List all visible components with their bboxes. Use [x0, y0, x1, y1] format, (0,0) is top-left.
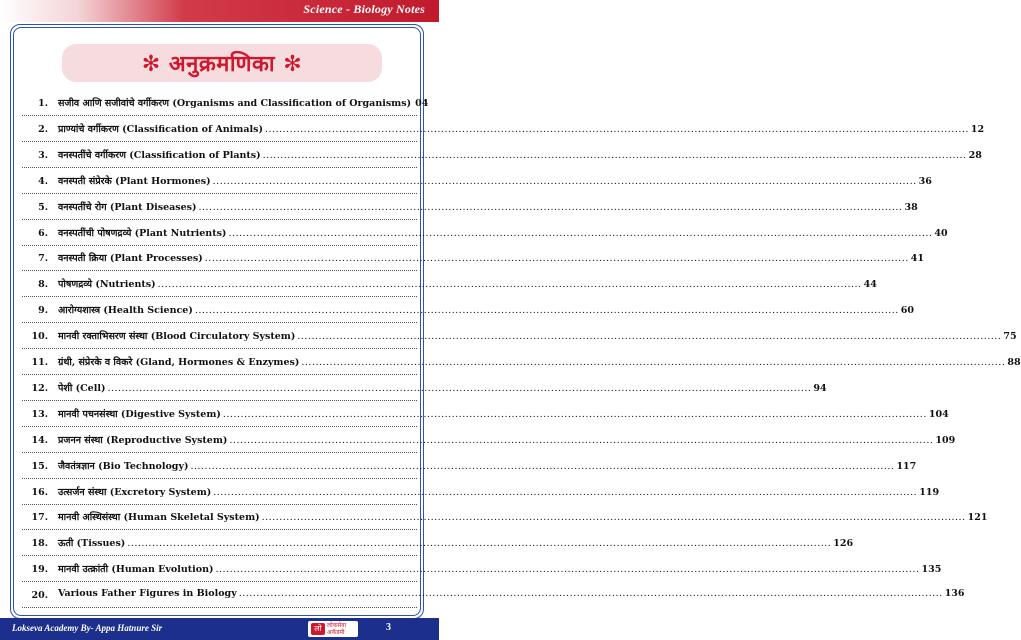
toc-number: 19. [31, 564, 48, 576]
toc-row [0, 403, 949, 427]
toc-leader-dots: ........................................................................................................................................................................................................ [229, 434, 934, 446]
toc-leader-dots: ........................................................................................................................................................................................................ [301, 357, 1006, 368]
toc-number: 8. [38, 279, 48, 291]
toc-row [0, 532, 854, 556]
row-separator [22, 270, 417, 271]
toc-label: आरोग्यशास्त्र (Health Science) [58, 305, 193, 317]
toc-page: 60 [900, 305, 915, 317]
toc-number: 7. [38, 253, 48, 265]
toc-page: 94 [813, 382, 827, 394]
header-title: Science - Biology Notes [303, 2, 425, 16]
toc-row [0, 377, 827, 401]
toc-number: 13. [31, 408, 48, 420]
toc-entry [58, 329, 1017, 343]
toc-entry [58, 174, 932, 187]
toc-leader-dots: ........................................................................................................................................................................................................ [198, 201, 903, 213]
toc-label: मानवी पचनसंस्था (Digestive System) [58, 408, 221, 420]
toc-row [0, 351, 1021, 375]
toc-number: 1. [38, 98, 48, 109]
row-separator [22, 555, 417, 556]
row-separator [22, 374, 417, 375]
row-separator [22, 426, 417, 427]
toc-page: 126 [833, 538, 854, 550]
row-separator [22, 296, 417, 297]
toc-label: ऊती (Tissues) [58, 538, 126, 550]
row-separator [22, 529, 417, 530]
toc-row [0, 506, 988, 530]
row-separator [22, 607, 417, 608]
toc-number: 5. [38, 201, 48, 213]
toc-entry [58, 303, 915, 317]
toc-row [0, 558, 942, 582]
toc-label: मानवी रक्ताभिसरण संस्था (Blood Circulatory System) [58, 331, 296, 343]
row-separator [22, 167, 417, 168]
toc-entry [58, 433, 956, 446]
toc-number: 11. [31, 357, 48, 368]
title-box [62, 44, 382, 82]
row-separator [22, 400, 417, 401]
toc-leader-dots: ........................................................................................................................................................................................................ [264, 123, 969, 135]
toc-row [0, 325, 1017, 349]
toc-entry [58, 459, 917, 472]
toc-page: 12 [970, 123, 985, 135]
row-separator [22, 348, 417, 349]
toc-label: मानवी उत्क्रांती (Human Evolution) [58, 564, 214, 576]
page-title: ✻ अनुक्रमणिका ✻ [141, 52, 303, 77]
toc-leader-dots: ........................................................................................................................................................................................................ [127, 538, 832, 550]
toc-entry [58, 485, 940, 498]
header-bar [0, 0, 439, 22]
row-separator [22, 141, 417, 142]
academy-logo [308, 621, 358, 637]
toc-row [0, 118, 985, 142]
toc-label: उत्सर्जन संस्था (Excretory System) [58, 486, 212, 498]
toc-label: जैवतंत्रज्ञान (Bio Technology) [58, 460, 189, 472]
toc-number: 16. [31, 486, 48, 498]
toc-label: Various Father Figures in Biology [58, 588, 237, 600]
toc-row [0, 92, 439, 116]
toc-page: 40 [934, 227, 948, 239]
row-separator [22, 581, 417, 582]
toc-page: 04 [415, 98, 429, 109]
toc-label: वनस्पती संप्रेरके (Plant Hormones) [58, 175, 211, 187]
toc-leader-dots: ........................................................................................................................................................................................................ [262, 149, 967, 161]
toc-page: 136 [944, 588, 965, 600]
toc-leader-dots: ........................................................................................................................................................................................................ [107, 382, 812, 394]
toc-entry [58, 355, 1021, 368]
toc-number: 6. [38, 227, 48, 239]
toc-page: 117 [896, 460, 917, 472]
toc-number: 18. [31, 538, 48, 550]
toc-leader-dots: ........................................................................................................................................................................................................ [215, 564, 920, 576]
toc-label: मानवी अस्थिसंस्था (Human Skeletal System) [58, 512, 260, 524]
toc-label: पेशी (Cell) [58, 382, 106, 394]
toc-number: 3. [38, 149, 48, 161]
toc-page: 75 [1003, 331, 1017, 343]
toc-leader-dots: ........................................................................................................................................................................................................ [228, 227, 933, 239]
toc-page: 135 [921, 564, 942, 576]
toc-entry [58, 96, 429, 109]
toc-number: 4. [38, 175, 48, 187]
toc-number: 12. [31, 382, 48, 394]
toc-number: 17. [31, 512, 48, 524]
toc-label: ग्रंथी, संप्रेरके व विकरे (Gland, Hormones & Enzymes) [58, 357, 300, 368]
toc-label: वनस्पती क्रिया (Plant Processes) [58, 253, 203, 265]
row-separator [22, 322, 417, 323]
toc-label: वनस्पतींचे वर्गीकरण (Classification of Plants) [58, 149, 261, 161]
toc-page: 36 [918, 175, 932, 187]
toc-leader-dots: ........................................................................................................................................................................................................ [157, 279, 862, 291]
toc-label: प्राण्यांचे वर्गीकरण (Classification of Animals) [58, 123, 263, 135]
toc-row [0, 196, 918, 220]
toc-entry [58, 536, 854, 550]
toc-leader-dots: ........................................................................................................................................................................................................ [190, 460, 895, 472]
toc-page: 88 [1007, 357, 1021, 368]
toc-entry [58, 200, 918, 213]
toc-leader-dots: ........................................................................................................................................................................................................ [297, 331, 1002, 343]
row-separator [22, 504, 417, 505]
toc-label: सजीव आणि सजीवांचे वर्गीकरण (Organisms and Classification of Organisms) [58, 98, 412, 109]
toc-leader-dots: ........................................................................................................................................................................................................ [212, 175, 917, 187]
toc-label: वनस्पतींचे रोग (Plant Diseases) [58, 201, 197, 213]
row-separator [22, 245, 417, 246]
toc-number: 2. [38, 123, 48, 135]
toc-row [0, 247, 924, 271]
row-separator [22, 115, 417, 116]
toc-leader-dots: ........................................................................................................................................................................................................ [261, 512, 966, 524]
toc-page: 38 [904, 201, 918, 213]
toc-number: 10. [31, 331, 48, 343]
toc-entry [58, 510, 988, 524]
page-number: 3 [386, 622, 391, 633]
toc-leader-dots: ........................................................................................................................................................................................................ [238, 588, 943, 600]
footer-bar [0, 618, 439, 640]
toc-entry [58, 588, 965, 600]
toc-entry [58, 226, 948, 239]
toc-label: पोषणद्रव्ये (Nutrients) [58, 279, 156, 291]
toc-row [0, 429, 956, 453]
toc-entry [58, 122, 985, 135]
toc-leader-dots: ........................................................................................................................................................................................................ [222, 408, 927, 420]
logo-mark-icon: लो [311, 623, 325, 635]
toc-leader-dots: ........................................................................................................................................................................................................ [204, 253, 909, 265]
toc-entry [58, 277, 877, 291]
toc-page: 109 [935, 434, 956, 446]
toc-row [0, 299, 915, 323]
footer-text: Lokseva Academy By- Appa Hatnure Sir [12, 623, 163, 633]
toc-row [0, 481, 940, 505]
row-separator [22, 452, 417, 453]
toc-entry [58, 562, 942, 576]
toc-row [0, 584, 965, 608]
row-separator [22, 219, 417, 220]
toc-page: 104 [928, 408, 949, 420]
toc-entry [58, 381, 827, 394]
row-separator [22, 478, 417, 479]
toc-entry [58, 251, 924, 265]
toc-page: 121 [967, 512, 988, 524]
toc-label: प्रजनन संस्था (Reproductive System) [58, 434, 228, 446]
toc-row [0, 273, 877, 297]
toc-number: 9. [38, 305, 48, 317]
toc-page: 119 [919, 486, 940, 498]
logo-name: लोकसेवा अकॅडमी [327, 622, 347, 636]
toc-page: 44 [863, 279, 877, 291]
toc-row [0, 455, 917, 479]
toc-page: 41 [910, 253, 924, 265]
toc-row [0, 170, 932, 194]
toc-label: वनस्पतींची पोषणद्रव्ये (Plant Nutrients) [58, 227, 227, 239]
row-separator [22, 193, 417, 194]
toc-leader-dots: ........................................................................................................................................................................................................ [213, 486, 918, 498]
toc-number: 15. [31, 460, 48, 472]
toc-number: 14. [31, 434, 48, 446]
toc-number: 20. [31, 590, 48, 602]
toc-row [0, 222, 948, 246]
toc-entry [58, 148, 982, 161]
toc-entry [58, 407, 949, 420]
toc-leader-dots: ........................................................................................................................................................................................................ [194, 305, 899, 317]
toc-page: 28 [968, 149, 982, 161]
toc-row [0, 144, 982, 168]
